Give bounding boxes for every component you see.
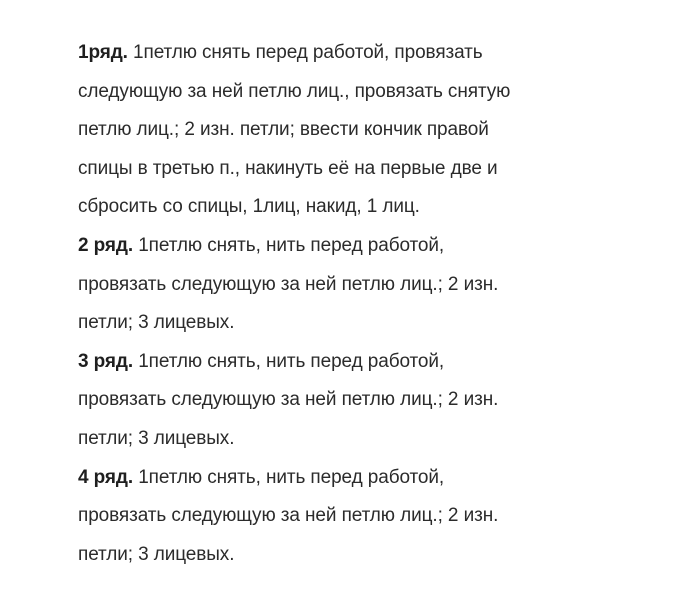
row-3-instruction xyxy=(78,343,638,459)
row-label: 2 ряд. xyxy=(78,234,134,256)
row-label: 4 ряд. xyxy=(78,466,134,488)
instruction-text: 1петлю снять, нить перед работой, xyxy=(133,466,445,488)
instruction-line xyxy=(78,343,638,382)
instruction-line: петли; 3 лицевых. xyxy=(78,312,235,334)
instruction-text: 1петлю снять перед работой, провязать xyxy=(127,42,483,63)
knitting-instructions xyxy=(78,34,638,574)
row-label: 3 ряд. xyxy=(78,350,134,372)
instruction-line: спицы в третью п., накинуть её на первые две и xyxy=(78,157,498,179)
instruction-line: петли; 3 лицевых. xyxy=(78,543,235,565)
row-2-instruction xyxy=(78,227,638,343)
instruction-line: сбросить со спицы, 1лиц, накид, 1 лиц. xyxy=(78,196,420,218)
row-1-instruction xyxy=(78,34,638,227)
instruction-line: следующую за ней петлю лиц., провязать снятую xyxy=(78,80,511,102)
instruction-line: провязать следующую за ней петлю лиц.; 2 изн. xyxy=(78,505,499,527)
instruction-line xyxy=(78,34,638,73)
instruction-line: петлю лиц.; 2 изн. петли; ввести кончик правой xyxy=(78,119,489,141)
instruction-text: 1петлю снять, нить перед работой, xyxy=(133,350,445,372)
instruction-text: 1петлю снять, нить перед работой, xyxy=(133,234,445,256)
instruction-line: петли; 3 лицевых. xyxy=(78,427,235,449)
instruction-line xyxy=(78,227,638,266)
instruction-line xyxy=(78,459,638,498)
instruction-line: провязать следующую за ней петлю лиц.; 2 изн. xyxy=(78,389,499,411)
instruction-line: провязать следующую за ней петлю лиц.; 2 изн. xyxy=(78,273,499,295)
row-label: 1ряд. xyxy=(78,42,128,63)
row-4-instruction xyxy=(78,459,638,575)
